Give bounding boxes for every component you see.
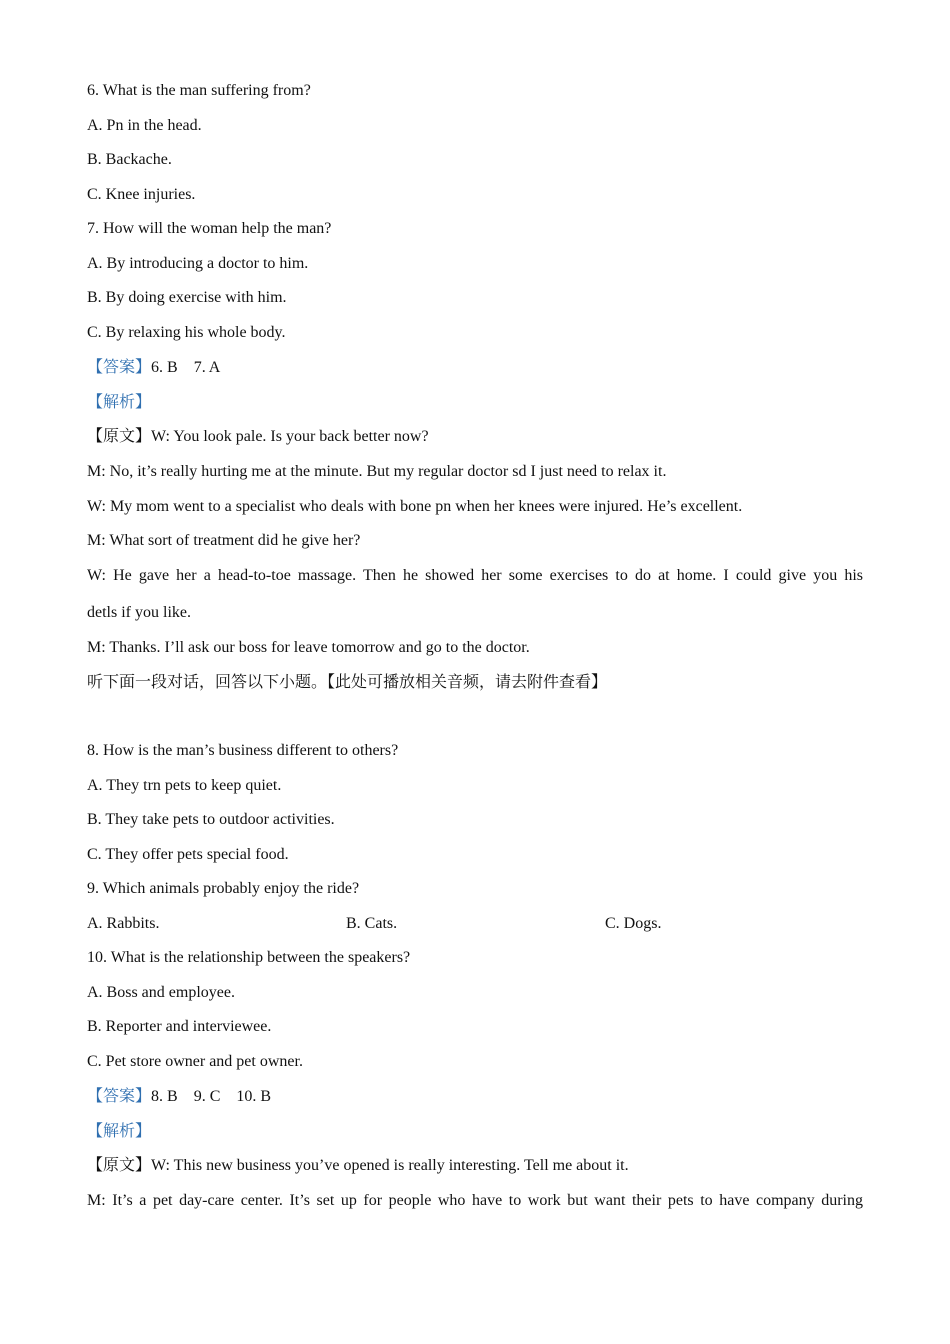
question-7-option-b: B. By doing exercise with him. xyxy=(87,289,287,306)
question-8-option-c: C. They offer pets special food. xyxy=(87,846,289,863)
question-6-option-b: B. Backache. xyxy=(87,151,172,168)
analysis-tag: 【解析】 xyxy=(87,1123,152,1140)
transcript-text: W: You look pale. Is your back better now? xyxy=(151,428,429,445)
analysis-tag-1 xyxy=(87,393,151,413)
question-9-option-b: B. Cats. xyxy=(346,915,398,932)
question-6-stem: 6. What is the man suffering from? xyxy=(87,82,311,99)
analysis-tag: 【解析】 xyxy=(87,394,152,411)
answer-line-2 xyxy=(87,1087,271,1107)
transcript-2-line-1 xyxy=(87,1156,629,1176)
transcript-2-line-2: M: It’s a pet day-care center. It’s set up for people who have to work but want their pets to have company during xyxy=(87,1192,863,1209)
question-10-stem: 10. What is the relationship between the speakers? xyxy=(87,949,411,966)
listening-instruction: 听下面一段对话，回答以下小题。【此处可播放相关音频，请去附件查看】 xyxy=(87,674,608,691)
question-9-stem: 9. Which animals probably enjoy the ride? xyxy=(87,880,360,897)
question-10-option-b: B. Reporter and interviewee. xyxy=(87,1018,272,1035)
answer-tag: 【答案】 xyxy=(87,1088,152,1105)
transcript-1-line-3: W: My mom went to a specialist who deals with bone pn when her knees were injured. He’s excellent. xyxy=(87,498,743,515)
transcript-1-line-1 xyxy=(87,427,429,447)
question-7-option-a: A. By introducing a doctor to him. xyxy=(87,255,309,272)
question-6-option-c: C. Knee injuries. xyxy=(87,186,196,203)
question-10-option-a: A. Boss and employee. xyxy=(87,984,235,1001)
transcript-tag: 【原文】 xyxy=(87,1157,152,1174)
transcript-1-line-5a: W: He gave her a head-to-toe massage. Then he showed her some exercises to do at home. I could give you his xyxy=(87,567,863,584)
transcript-1-line-6: M: Thanks. I’ll ask our boss for leave tomorrow and go to the doctor. xyxy=(87,639,530,656)
transcript-1-line-4: M: What sort of treatment did he give her? xyxy=(87,532,361,549)
transcript-tag: 【原文】 xyxy=(87,428,152,445)
analysis-tag-2 xyxy=(87,1122,151,1142)
answer-text: 8. B 9. C 10. B xyxy=(151,1088,272,1105)
question-9-option-a: A. Rabbits. xyxy=(87,915,160,932)
question-10-option-c: C. Pet store owner and pet owner. xyxy=(87,1053,303,1070)
question-8-option-b: B. They take pets to outdoor activities. xyxy=(87,811,335,828)
question-8-stem: 8. How is the man’s business different to others? xyxy=(87,742,399,759)
question-8-option-a: A. They trn pets to keep quiet. xyxy=(87,777,282,794)
transcript-1-line-2: M: No, it’s really hurting me at the minute. But my regular doctor sd I just need to relax it. xyxy=(87,463,667,480)
transcript-text: W: This new business you’ve opened is really interesting. Tell me about it. xyxy=(151,1157,629,1174)
answer-text: 6. B 7. A xyxy=(151,359,221,376)
question-9-option-c: C. Dogs. xyxy=(605,915,662,932)
question-6-option-a: A. Pn in the head. xyxy=(87,117,202,134)
question-7-option-c: C. By relaxing his whole body. xyxy=(87,324,286,341)
answer-line-1 xyxy=(87,358,220,378)
transcript-1-line-5b: detls if you like. xyxy=(87,604,191,621)
answer-tag: 【答案】 xyxy=(87,359,152,376)
question-7-stem: 7. How will the woman help the man? xyxy=(87,220,332,237)
